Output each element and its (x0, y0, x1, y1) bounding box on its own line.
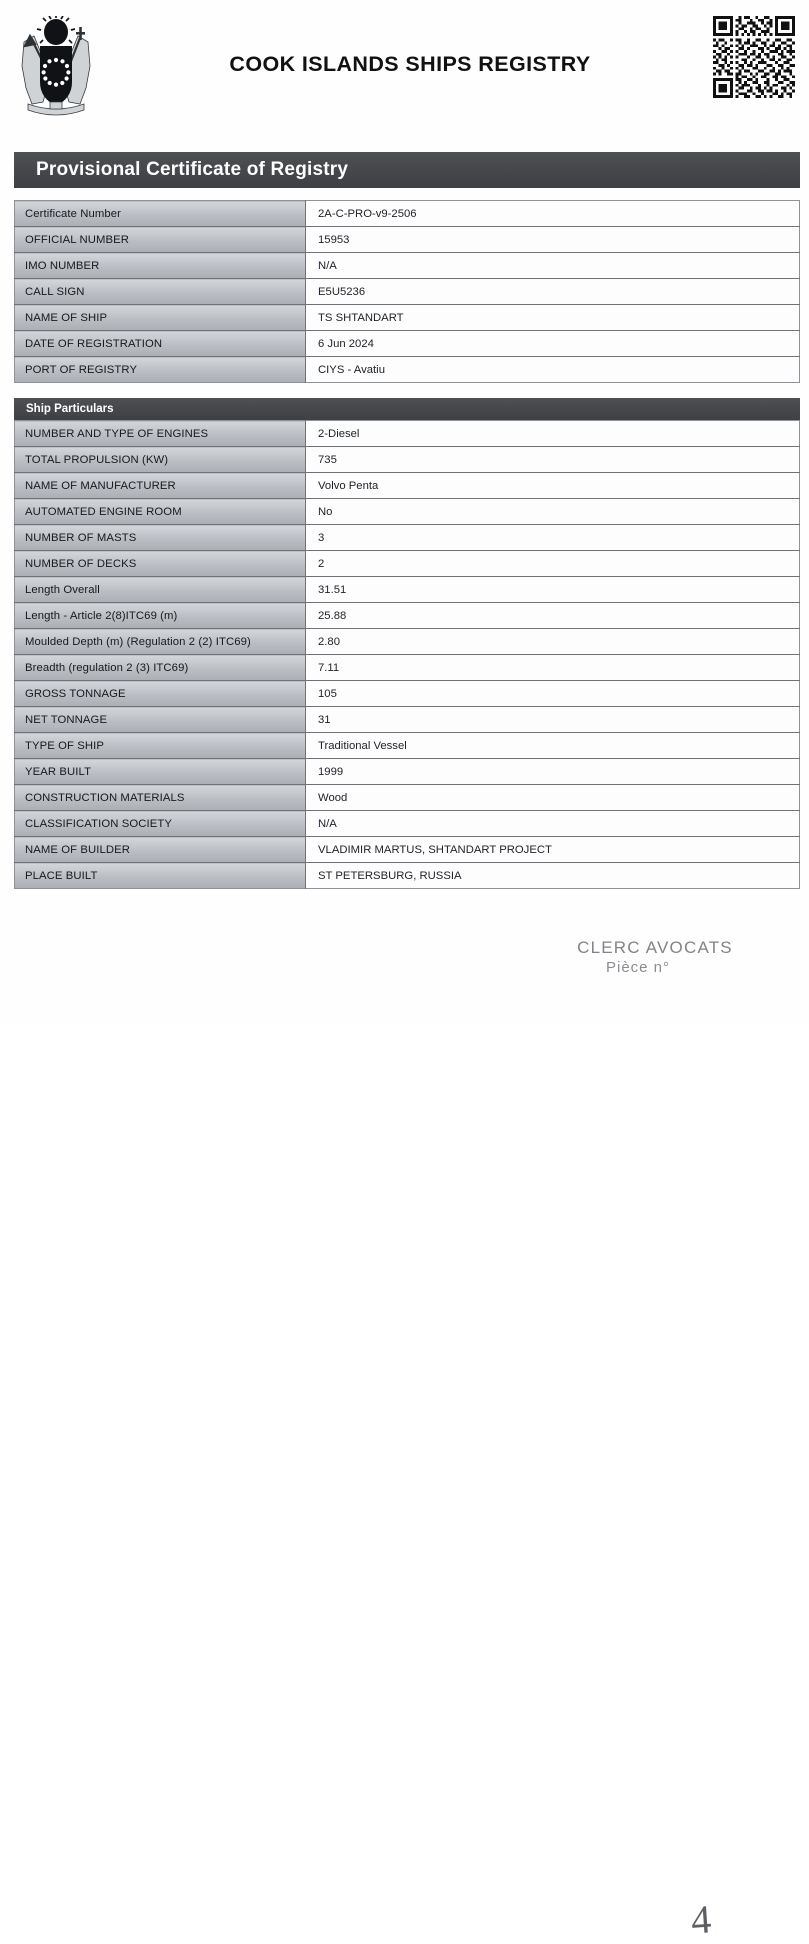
row-label: TOTAL PROPULSION (KW) (15, 447, 306, 473)
cook-islands-coat-of-arms-icon (10, 16, 102, 120)
row-label: IMO NUMBER (15, 253, 306, 279)
table-row (15, 227, 800, 253)
row-label: CLASSIFICATION SOCIETY (15, 811, 306, 837)
row-value: N/A (306, 811, 800, 837)
ship-particulars-title-bar: Ship Particulars (14, 398, 800, 420)
row-label: Breadth (regulation 2 (3) ITC69) (15, 655, 306, 681)
row-label: TYPE OF SHIP (15, 733, 306, 759)
row-label: YEAR BUILT (15, 759, 306, 785)
table-row (15, 577, 800, 603)
row-value: 105 (306, 681, 800, 707)
row-value: 31.51 (306, 577, 800, 603)
row-label: NAME OF BUILDER (15, 837, 306, 863)
table-row (15, 759, 800, 785)
exhibit-stamp-firm: CLERC AVOCATS (577, 938, 733, 957)
row-value: Wood (306, 785, 800, 811)
table-row (15, 421, 800, 447)
table-row (15, 201, 800, 227)
table-row (15, 811, 800, 837)
table-row (15, 785, 800, 811)
row-value: 1999 (306, 759, 800, 785)
table-row (15, 707, 800, 733)
row-label: Length Overall (15, 577, 306, 603)
table-row (15, 499, 800, 525)
qr-code-icon (713, 16, 795, 98)
table-row (15, 305, 800, 331)
table-row (15, 603, 800, 629)
row-label: NAME OF MANUFACTURER (15, 473, 306, 499)
row-label: GROSS TONNAGE (15, 681, 306, 707)
row-value: TS SHTANDART (306, 305, 800, 331)
row-label: DATE OF REGISTRATION (15, 331, 306, 357)
row-label: NUMBER OF DECKS (15, 551, 306, 577)
certificate-title-bar: Provisional Certificate of Registry (14, 152, 800, 188)
table-row (15, 473, 800, 499)
table-row (15, 837, 800, 863)
row-label: NUMBER OF MASTS (15, 525, 306, 551)
row-value: 7.11 (306, 655, 800, 681)
row-label: AUTOMATED ENGINE ROOM (15, 499, 306, 525)
row-value: Traditional Vessel (306, 733, 800, 759)
table-row (15, 447, 800, 473)
row-value: 31 (306, 707, 800, 733)
table-row (15, 655, 800, 681)
row-value: 25.88 (306, 603, 800, 629)
row-label: CALL SIGN (15, 279, 306, 305)
table-row (15, 253, 800, 279)
row-label: PLACE BUILT (15, 863, 306, 889)
row-label: Certificate Number (15, 201, 306, 227)
row-value: N/A (306, 253, 800, 279)
table-row (15, 525, 800, 551)
row-label: OFFICIAL NUMBER (15, 227, 306, 253)
row-label: NAME OF SHIP (15, 305, 306, 331)
row-label: NET TONNAGE (15, 707, 306, 733)
table-row (15, 629, 800, 655)
row-label: Length - Article 2(8)ITC69 (m) (15, 603, 306, 629)
row-value: 3 (306, 525, 800, 551)
exhibit-stamp-number: 4 (689, 1896, 713, 1943)
row-label: CONSTRUCTION MATERIALS (15, 785, 306, 811)
table-row (15, 733, 800, 759)
exhibit-stamp-label: Pièce n° (605, 959, 671, 976)
row-value: 2A-C-PRO-v9-2506 (306, 201, 800, 227)
table-row (15, 551, 800, 577)
row-value: Volvo Penta (306, 473, 800, 499)
row-value: E5U5236 (306, 279, 800, 305)
row-value: 15953 (306, 227, 800, 253)
row-value: CIYS - Avatiu (306, 357, 800, 383)
row-label: Moulded Depth (m) (Regulation 2 (2) ITC69) (15, 629, 306, 655)
identity-table-body (15, 201, 800, 383)
row-label: PORT OF REGISTRY (15, 357, 306, 383)
table-row (15, 279, 800, 305)
exhibit-stamp (565, 938, 745, 1943)
row-value: No (306, 499, 800, 525)
row-value: 2-Diesel (306, 421, 800, 447)
row-value: 735 (306, 447, 800, 473)
ship-particulars-table-body (15, 421, 800, 889)
row-value: 2 (306, 551, 800, 577)
table-row (15, 357, 800, 383)
table-row (15, 331, 800, 357)
row-value: VLADIMIR MARTUS, SHTANDART PROJECT (306, 837, 800, 863)
row-label: NUMBER AND TYPE OF ENGINES (15, 421, 306, 447)
identity-table (14, 200, 800, 383)
document-header (0, 0, 809, 128)
row-value: 6 Jun 2024 (306, 331, 800, 357)
table-row (15, 863, 800, 889)
table-row (15, 681, 800, 707)
row-value: ST PETERSBURG, RUSSIA (306, 863, 800, 889)
row-value: 2.80 (306, 629, 800, 655)
page-title: COOK ISLANDS SHIPS REGISTRY (229, 52, 591, 76)
ship-particulars-table (14, 420, 800, 889)
